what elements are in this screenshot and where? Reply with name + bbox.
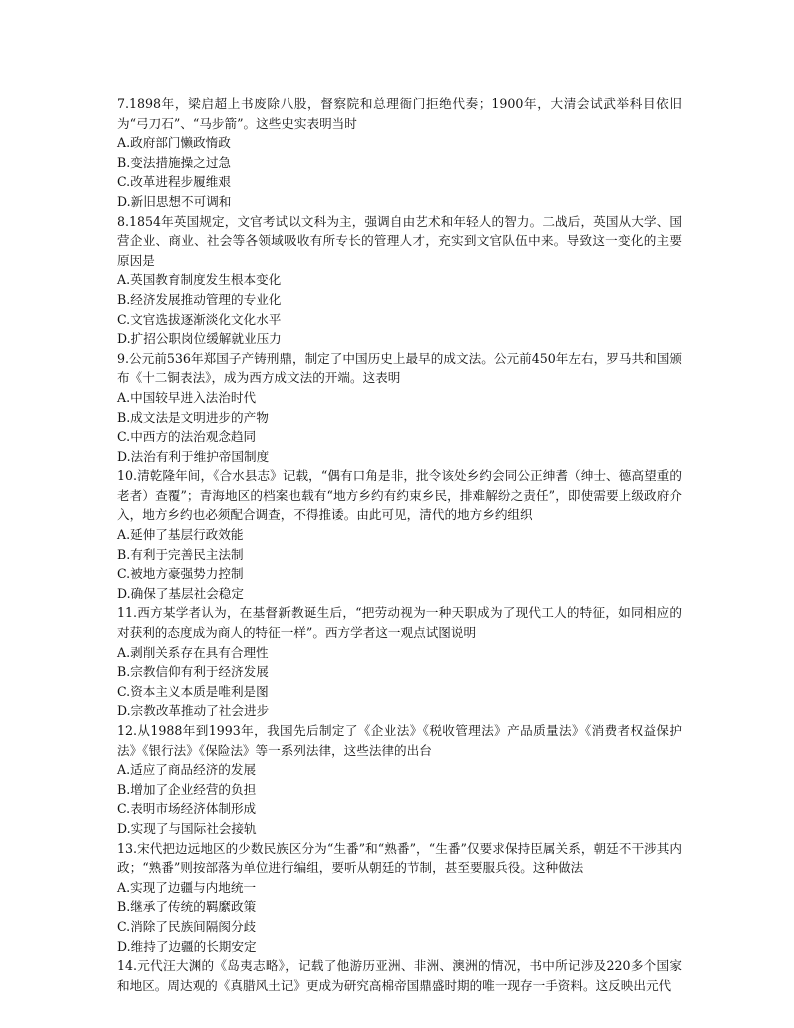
option-d[interactable]: D.实现了与国际社会接轨 <box>117 820 257 836</box>
option-a[interactable]: A.延伸了基层行政效能 <box>117 527 244 543</box>
question-stem: 7.1898年，梁启超上书废除八股，督察院和总理衙门拒绝代奏；1900年，大清会试武举科目依旧为“弓刀石”、“马步箭”。这些史实表明当时 <box>117 96 682 131</box>
option-a[interactable]: A.适应了商品经济的发展 <box>117 762 257 778</box>
question-stem: 8.1854年英国规定，文官考试以文科为主，强调自由艺术和年轻人的智力。二战后，英国从大学、国营企业、商业、社会等各领域吸收有所专长的管理人才，充实到文官队伍中来。导致这一变化的主要原因是 <box>117 213 682 268</box>
option-a[interactable]: A.英国教育制度发生根本变化 <box>117 272 282 288</box>
question-14 <box>117 956 682 995</box>
option-list <box>117 270 682 348</box>
option-d[interactable]: D.扩招公职岗位缓解就业压力 <box>117 331 282 347</box>
option-c[interactable]: C.文官选拔逐渐淡化文化水平 <box>117 311 282 327</box>
option-c[interactable]: C.改革进程步履维艰 <box>117 174 231 190</box>
option-b[interactable]: B.继承了传统的羁縻政策 <box>117 899 257 915</box>
question-9 <box>117 349 682 467</box>
option-a[interactable]: A.政府部门懒政惰政 <box>117 135 231 151</box>
option-b[interactable]: B.有利于完善民主法制 <box>117 546 244 562</box>
option-list <box>117 878 682 956</box>
option-b[interactable]: B.变法措施操之过急 <box>117 154 232 170</box>
question-stem: 14.元代汪大渊的《岛夷志略》，记载了他游历亚洲、非洲、澳洲的情况，书中所记涉及220多个国家和地区。周达观的《真腊风土记》更成为研究高棉帝国鼎盛时期的唯一现存一手资料。这反映出元代 <box>117 958 682 993</box>
question-12 <box>117 721 682 839</box>
question-13 <box>117 839 682 957</box>
option-a[interactable]: A.中国较早进入法治时代 <box>117 389 257 405</box>
question-8 <box>117 212 682 349</box>
option-a[interactable]: A.剥削关系存在具有合理性 <box>117 644 269 660</box>
option-d[interactable]: D.确保了基层社会稳定 <box>117 585 244 601</box>
option-d[interactable]: D.维持了边疆的长期安定 <box>117 938 257 954</box>
question-11 <box>117 603 682 721</box>
option-b[interactable]: B.成文法是文明进步的产物 <box>117 409 269 425</box>
option-c[interactable]: C.被地方豪强势力控制 <box>117 566 244 582</box>
option-d[interactable]: D.法治有利于维护帝国制度 <box>117 448 270 464</box>
option-b[interactable]: B.宗教信仰有利于经济发展 <box>117 664 269 680</box>
option-c[interactable]: C.资本主义本质是唯利是图 <box>117 683 269 699</box>
question-stem: 9.公元前536年郑国子产铸刑鼎，制定了中国历史上最早的成文法。公元前450年左右，罗马共和国颁布《十二铜表法》，成为西方成文法的开端。这表明 <box>117 350 682 386</box>
option-list <box>117 525 682 603</box>
option-a[interactable]: A.实现了边疆与内地统一 <box>117 879 257 895</box>
option-d[interactable]: D.宗教改革推动了社会进步 <box>117 703 270 719</box>
option-list <box>117 760 682 838</box>
question-7 <box>117 94 682 212</box>
option-c[interactable]: C.中西方的法治观念趋同 <box>117 429 257 445</box>
option-c[interactable]: C.消除了民族间隔阂分歧 <box>117 918 257 934</box>
question-stem: 13.宋代把边远地区的少数民族区分为“生番”和“熟番”，“生番”仅要求保持臣属关系，朝廷不干涉其内政；“熟番”则按部落为单位进行编组，要听从朝廷的节制，甚至要服兵役。这种做法 <box>117 840 682 876</box>
option-b[interactable]: B.增加了企业经营的负担 <box>117 781 257 797</box>
option-d[interactable]: D.新旧思想不可调和 <box>117 193 232 209</box>
option-list <box>117 643 682 721</box>
option-b[interactable]: B.经济发展推动管理的专业化 <box>117 291 282 307</box>
question-stem: 10.清乾隆年间，《合水县志》记载，“偶有口角是非，批令该处乡约会同公正绅耆（绅士、德高望重的老者）查覆”；青海地区的档案也载有“地方乡约有约束乡民，排难解纷之责任”，即使需要上级政府介入，地方乡约也必须配合调查，不得推诿。由此可见，清代的地方乡约组织 <box>117 468 682 523</box>
option-list <box>117 133 682 211</box>
option-list <box>117 388 682 466</box>
option-c[interactable]: C.表明市场经济体制形成 <box>117 801 257 817</box>
question-stem: 11.西方某学者认为，在基督新教诞生后，“把劳动视为一种天职成为了现代工人的特征，如同相应的对获利的态度成为商人的特征一样”。西方学者这一观点试图说明 <box>117 605 682 641</box>
question-10 <box>117 466 682 603</box>
exam-page <box>117 94 682 995</box>
question-stem: 12.从1988年到1993年，我国先后制定了《企业法》《税收管理法》产品质量法》《消费者权益保护法》《银行法》《保险法》等一系列法律，这些法律的出台 <box>117 723 682 758</box>
